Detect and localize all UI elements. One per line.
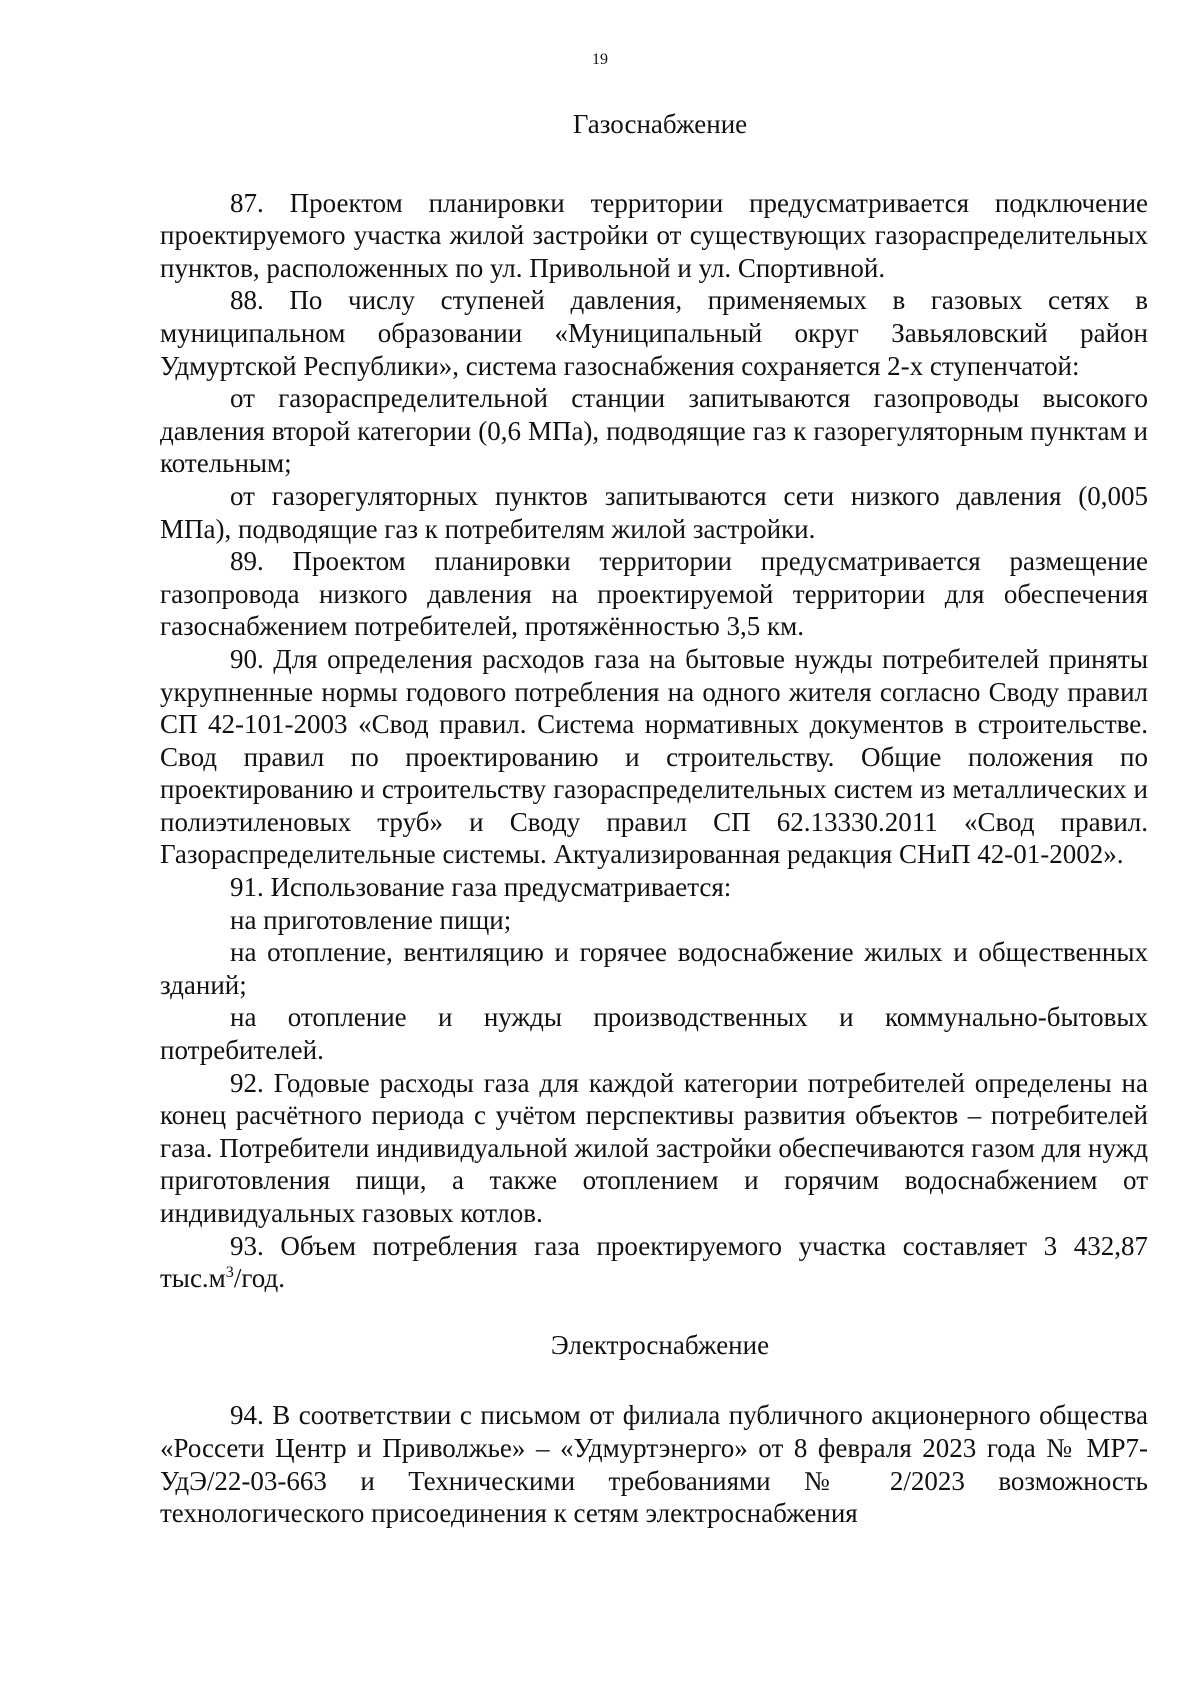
section-title-gas: Газоснабжение bbox=[572, 109, 748, 139]
section-title-power: Электроснабжение bbox=[550, 1329, 770, 1360]
paragraph-91: 91. Использование газа предусматривается: bbox=[230, 872, 732, 903]
paragraph-93 bbox=[160, 1230, 1148, 1295]
paragraph-94: 94. В соответствии с письмом от филиала публичного акционерного общества «Россети Центр и Приволжье» – «Удмуртэнерго» от 8 февраля 2023 года № МР7-УдЭ/22-03-663 и Техническими требованиями № 2/2023 возможность технологического присоединения к сетям электроснабжения bbox=[160, 1400, 1148, 1529]
paragraph-88: 88. По числу ступеней давления, применяемых в газовых сетях в муниципальном образовании «Муниципальный округ Завьяловский район Удмуртской Республики», система газоснабжения сохраняется 2-х ступенчатой: bbox=[160, 285, 1148, 381]
page-number: 19 bbox=[592, 51, 608, 68]
paragraph-91-item-3: на отопление и нужды производственных и коммунально-бытовых потребителей. bbox=[160, 1002, 1148, 1066]
paragraph-91-item-2: на отопление, вентиляцию и горячее водоснабжение жилых и общественных зданий; bbox=[160, 937, 1148, 1000]
paragraph-88-item-2: от газорегуляторных пунктов запитываются сети низкого давления (0,005 МПа), подводящие газ к потребителям жилой застройки. bbox=[160, 480, 1148, 544]
paragraph-90: 90. Для определения расходов газа на бытовые нужды потребителей приняты укрупненные нормы годового потребления на одного жителя согласно Своду правил СП 42-101-2003 «Свод правил. Система нормативных документов в строительстве. Свод правил по проектированию и строительству. Общие положения по проектированию и строительству газораспределительных систем из металлических и полиэтиленовых труб» и Своду правил СП 62.13330.2011 «Свод правил. Газораспределительные системы. Актуализированная редакция СНиП 42-01-2002». bbox=[160, 643, 1148, 870]
paragraph-92: 92. Годовые расходы газа для каждой категории потребителей определены на конец расчётного периода с учётом перспективы развития объектов – потребителей газа. Потребители индивидуальной жилой застройки обеспечиваются газом для нужд приготовления пищи, а также отоплением и горячим водоснабжением от индивидуальных газовых котлов. bbox=[160, 1067, 1148, 1228]
cubic-superscript: 3 bbox=[225, 1263, 234, 1282]
paragraph-88-item-1: от газораспределительной станции запитываются газопроводы высокого давления второй категории (0,6 МПа), подводящие газ к газорегуляторным пунктам и котельным; bbox=[160, 383, 1148, 479]
paragraph-87: 87. Проектом планировки территории предусматривается подключение проектируемого участка жилой застройки от существующих газораспределительных пунктов, расположенных по ул. Привольной и ул. Спортивной. bbox=[160, 187, 1148, 283]
paragraph-89: 89. Проектом планировки территории предусматривается размещение газопровода низкого давления на проектируемой территории для обеспечения газоснабжением потребителей, протяжённостью 3,5 км. bbox=[160, 546, 1148, 642]
paragraph-93-text: 93. Объем потребления газа проектируемого участка составляет 3 432,87 тыс.м bbox=[160, 1230, 1148, 1294]
paragraph-93-unit: /год. bbox=[233, 1263, 285, 1294]
paragraph-91-item-1: на приготовление пищи; bbox=[230, 904, 512, 935]
document-body bbox=[160, 108, 1148, 1530]
